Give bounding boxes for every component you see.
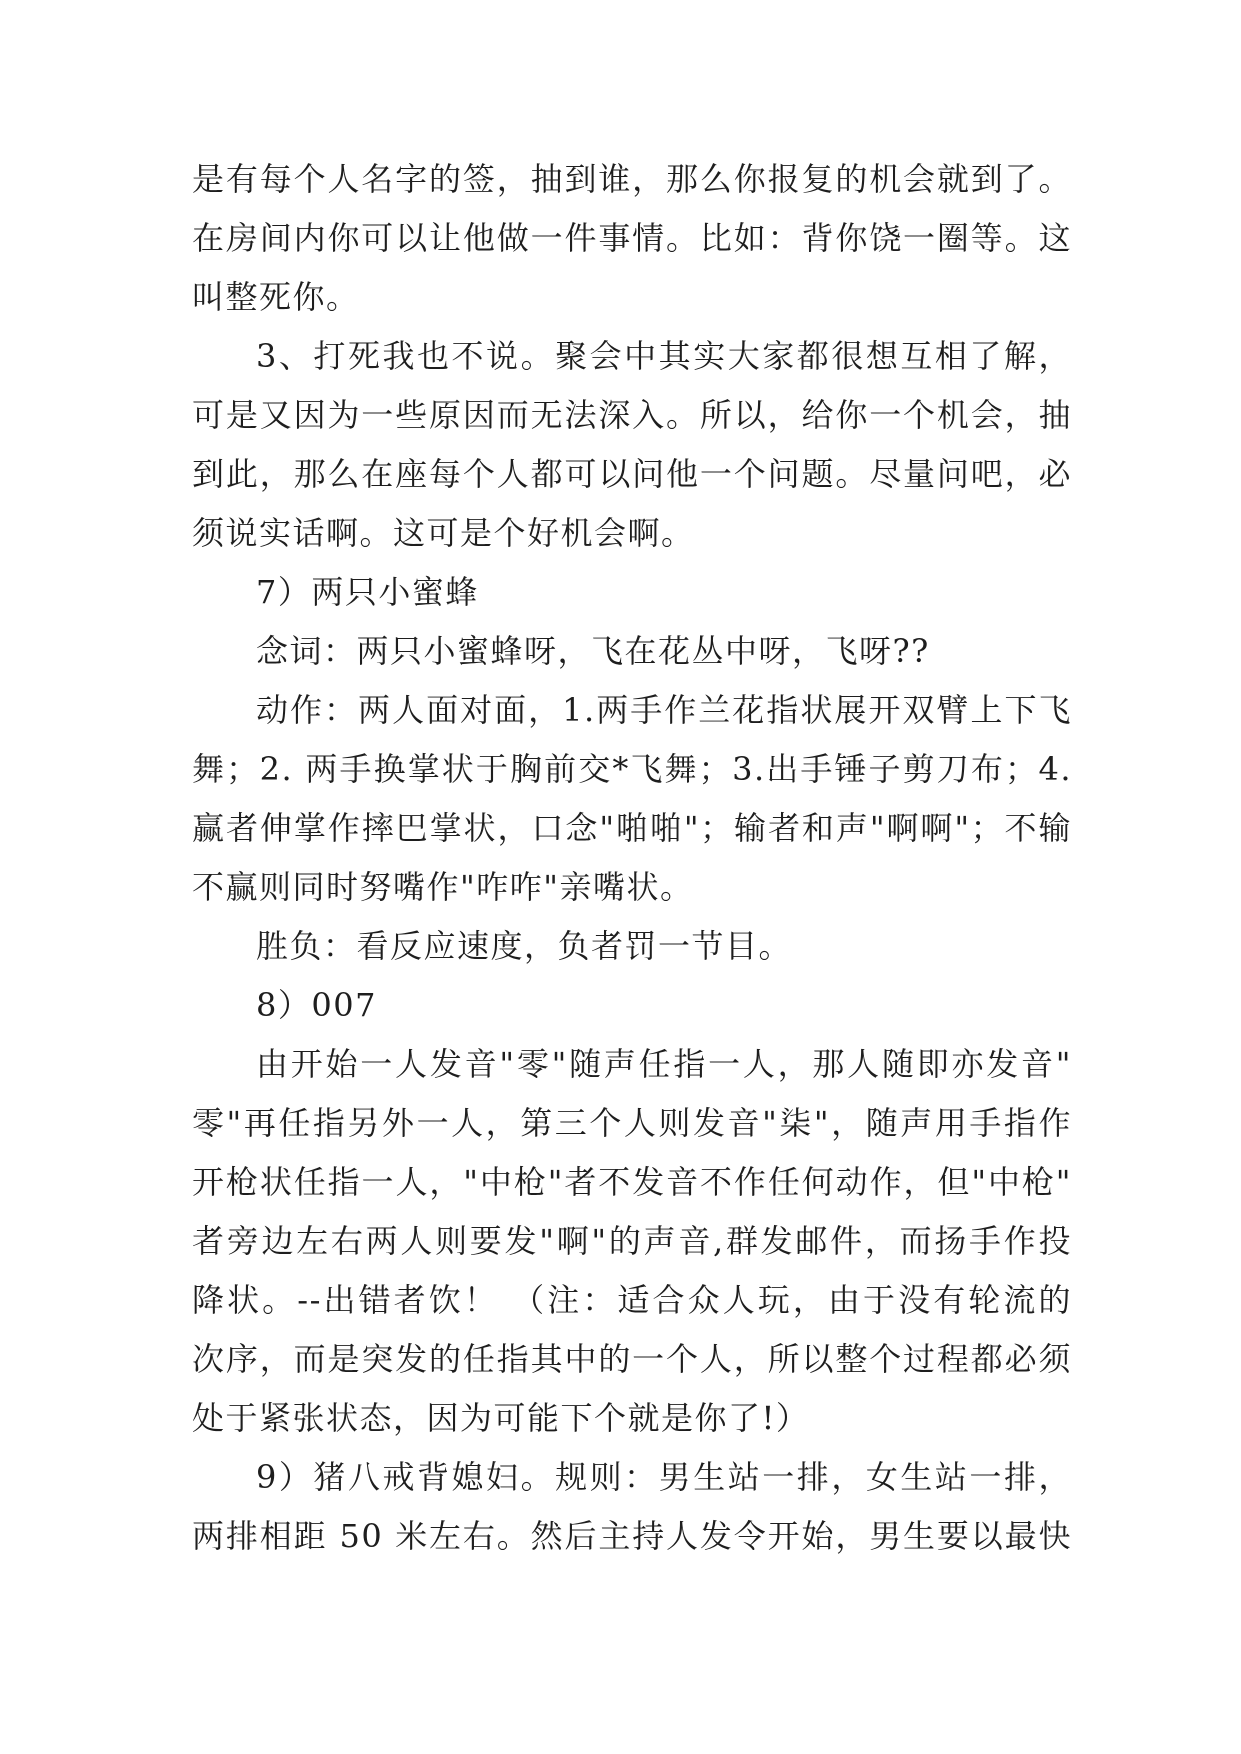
text-line: 9）猪八戒背媳妇。规则：男生站一排，女生站一排， xyxy=(256,1458,1072,1496)
text-line: 念词：两只小蜜蜂呀，飞在花丛中呀，飞呀?? xyxy=(256,632,930,670)
text-line: 须说实话啊。这可是个好机会啊。 xyxy=(192,514,695,552)
text-line: 动作：两人面对面，1.两手作兰花指状展开双臂上下飞 xyxy=(256,691,1072,729)
section-heading: 7）两只小蜜蜂 xyxy=(256,573,479,611)
text-line: 零"再任指另外一人，第三个人则发音"柒"，随声用手指作 xyxy=(192,1104,1072,1142)
text-line: 两排相距 50 米左右。然后主持人发令开始，男生要以最快 xyxy=(192,1517,1072,1555)
text-line: 不赢则同时努嘴作"咋咋"亲嘴状。 xyxy=(192,868,694,906)
text-line: 在房间内你可以让他做一件事情。比如：背你饶一圈等。这 xyxy=(192,219,1072,257)
text-line: 者旁边左右两人则要发"啊"的声音,群发邮件，而扬手作投 xyxy=(192,1222,1072,1260)
text-line: 舞；2. 两手换掌状于胸前交*飞舞；3.出手锤子剪刀布；4. xyxy=(192,750,1072,788)
text-line: 胜负：看反应速度，负者罚一节目。 xyxy=(256,927,793,965)
text-line: 3、打死我也不说。聚会中其实大家都很想互相了解， xyxy=(256,337,1072,375)
document-body xyxy=(192,150,1072,1566)
text-line: 是有每个人名字的签，抽到谁，那么你报复的机会就到了。 xyxy=(192,160,1072,198)
text-line: 开枪状任指一人，"中枪"者不发音不作任何动作，但"中枪" xyxy=(192,1163,1072,1201)
text-line: 可是又因为一些原因而无法深入。所以，给你一个机会，抽 xyxy=(192,396,1072,434)
text-line: 次序，而是突发的任指其中的一个人，所以整个过程都必须 xyxy=(192,1340,1072,1378)
text-line: 降状。--出错者饮！ （注：适合众人玩，由于没有轮流的 xyxy=(192,1281,1072,1319)
text-line: 到此，那么在座每个人都可以问他一个问题。尽量问吧，必 xyxy=(192,455,1072,493)
text-line: 处于紧张状态，因为可能下个就是你了!） xyxy=(192,1399,810,1437)
text-line: 由开始一人发音"零"随声任指一人，那人随即亦发音" xyxy=(256,1045,1072,1083)
text-line: 赢者伸掌作摔巴掌状，口念"啪啪"；输者和声"啊啊"；不输 xyxy=(192,809,1072,847)
text-line: 叫整死你。 xyxy=(192,278,360,316)
section-heading: 8）007 xyxy=(256,986,377,1024)
